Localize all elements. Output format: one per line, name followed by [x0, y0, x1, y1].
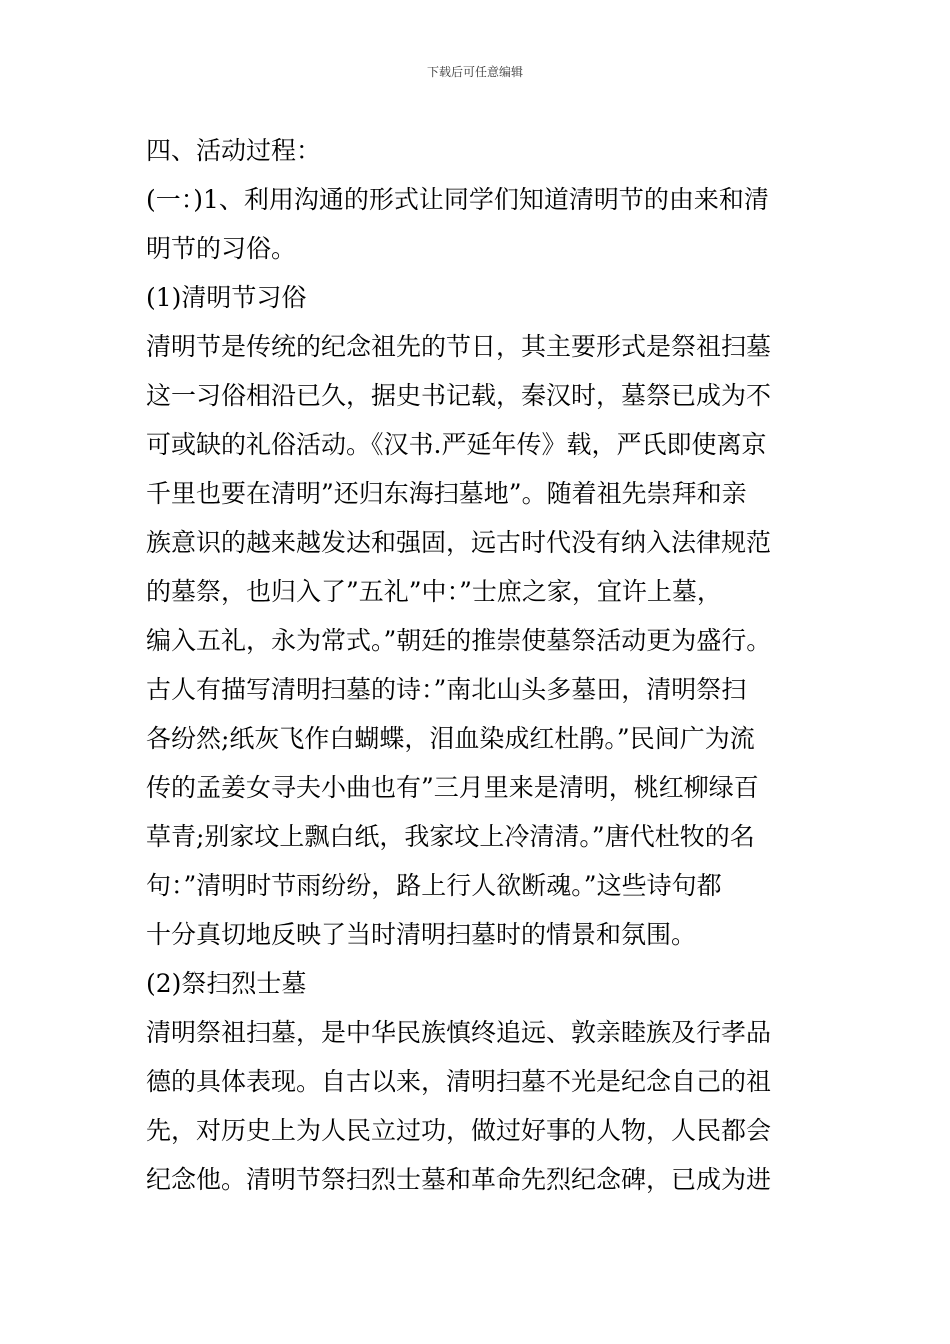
section-heading: 四、活动过程： — [146, 136, 322, 165]
paragraph-line: 德的具体表现。自古以来，清明扫墓不光是纪念自己的祖 — [146, 1067, 772, 1096]
paragraph-line: 明节的习俗。 — [146, 234, 297, 263]
paragraph-line: 先，对历史上为人民立过功，做过好事的人物，人民都会 — [146, 1116, 772, 1145]
paragraph-line: 传的孟姜女寻夫小曲也有”三月里来是清明，桃红柳绿百 — [146, 773, 759, 802]
subheading: (2)祭扫烈士墓 — [146, 969, 307, 998]
document-body — [146, 126, 846, 1204]
paragraph-line: 编入五礼，永为常式。”朝廷的推崇使墓祭活动更为盛行。 — [146, 626, 772, 655]
paragraph-line: 草青;别家坟上飘白纸，我家坟上冷清清。”唐代杜牧的名 — [146, 822, 755, 851]
paragraph-line: 千里也要在清明”还归东海扫墓地”。随着祖先崇拜和亲 — [146, 479, 747, 508]
page-header: 下载后可任意编辑 — [426, 65, 523, 79]
paragraph-line: 古人有描写清明扫墓的诗：”南北山头多墓田，清明祭扫 — [146, 675, 747, 704]
paragraph-line: 的墓祭，也归入了”五礼”中：”士庶之家，宜许上墓， — [146, 577, 722, 606]
paragraph-line: 十分真切地反映了当时清明扫墓时的情景和氛围。 — [146, 920, 697, 949]
paragraph-line: 这一习俗相沿已久，据史书记载，秦汉时，墓祭已成为不 — [146, 381, 772, 410]
paragraph-line: 各纷然;纸灰飞作白蝴蝶，泪血染成红杜鹃。”民间广为流 — [146, 724, 755, 753]
paragraph-line: 句：”清明时节雨纷纷，路上行人欲断魂。”这些诗句都 — [146, 871, 722, 900]
paragraph-line: 族意识的越来越发达和强固，远古时代没有纳入法律规范 — [146, 528, 772, 557]
paragraph-line: 可或缺的礼俗活动。《汉书.严延年传》载，严氏即使离京 — [146, 430, 767, 459]
paragraph-line: 纪念他。清明节祭扫烈士墓和革命先烈纪念碑，已成为进 — [146, 1165, 772, 1194]
paragraph-line: (一：)1、利用沟通的形式让同学们知道清明节的由来和清 — [146, 185, 769, 214]
subheading: (1)清明节习俗 — [146, 283, 307, 312]
paragraph-line: 清明祭祖扫墓，是中华民族慎终追远、敦亲睦族及行孝品 — [146, 1018, 772, 1047]
paragraph-line: 清明节是传统的纪念祖先的节日，其主要形式是祭祖扫墓 — [146, 332, 772, 361]
